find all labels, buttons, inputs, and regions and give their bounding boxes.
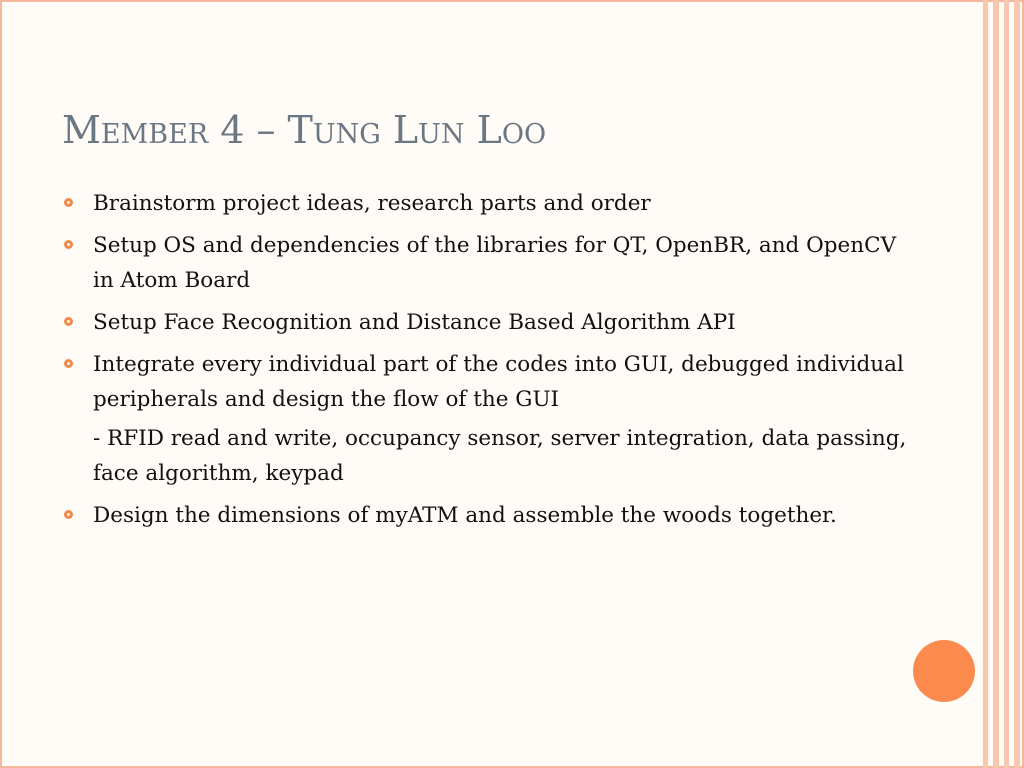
decorative-stripe bbox=[1004, 0, 1009, 768]
circle-bullet-icon bbox=[64, 198, 73, 207]
bullet-text: Design the dimensions of myATM and assemble the woods together. bbox=[93, 503, 837, 528]
bullet-text: Setup Face Recognition and Distance Based Algorithm API bbox=[93, 310, 736, 335]
bullet-text: Integrate every individual part of the codes into GUI, debugged individual peripherals and design the flow of the GUI bbox=[93, 352, 904, 412]
decorative-circle bbox=[913, 640, 975, 702]
bullet-list bbox=[60, 186, 920, 540]
bullet-item bbox=[60, 186, 920, 221]
slide-title: Member 4 – Tung Lun Loo bbox=[62, 108, 547, 152]
bullet-text: Setup OS and dependencies of the libraries for QT, OpenBR, and OpenCV in Atom Board bbox=[93, 233, 897, 293]
decorative-stripe bbox=[993, 0, 999, 768]
circle-bullet-icon bbox=[64, 240, 73, 249]
circle-bullet-icon bbox=[64, 510, 73, 519]
bullet-item bbox=[60, 228, 920, 298]
decorative-stripe bbox=[983, 0, 988, 768]
circle-bullet-icon bbox=[64, 359, 73, 368]
bullet-item bbox=[60, 347, 920, 417]
bullet-item bbox=[60, 305, 920, 340]
sub-item-text: - RFID read and write, occupancy sensor, server integration, data passing, face algorithm, keypad bbox=[93, 426, 907, 486]
bullet-text: Brainstorm project ideas, research parts and order bbox=[93, 191, 651, 216]
circle-bullet-icon bbox=[64, 317, 73, 326]
bullet-item bbox=[60, 498, 920, 533]
sub-item bbox=[60, 421, 920, 491]
decorative-stripe bbox=[1014, 0, 1020, 768]
